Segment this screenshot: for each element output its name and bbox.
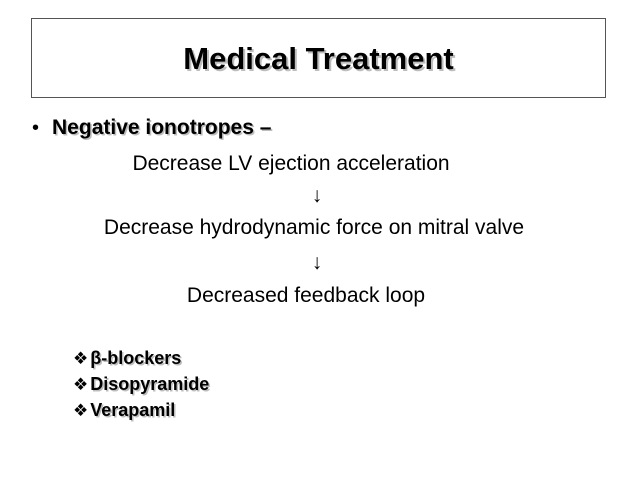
- list-item: [73, 397, 209, 423]
- diamond-bullet-icon: ❖: [73, 348, 89, 368]
- drug-label-beta-blockers: β-blockers: [90, 348, 182, 368]
- title-box: [31, 18, 606, 98]
- flow-step-1: Decrease LV ejection acceleration: [132, 152, 450, 175]
- flow-step-2: Decrease hydrodynamic force on mitral valve: [103, 216, 525, 239]
- bullet-heading: Negative ionotropes –: [52, 116, 272, 139]
- down-arrow-icon: ↓: [311, 251, 323, 274]
- diamond-bullet-icon: ❖: [73, 374, 89, 394]
- list-item: [73, 345, 209, 371]
- list-item: [73, 371, 209, 397]
- bullet-marker: •: [32, 117, 40, 139]
- drug-label-verapamil: Verapamil: [90, 400, 176, 420]
- diamond-bullet-icon: ❖: [73, 400, 89, 420]
- slide-title: Medical Treatment: [183, 40, 454, 76]
- bullet-negative-ionotropes: [32, 117, 271, 138]
- drug-label-disopyramide: Disopyramide: [90, 374, 210, 394]
- flow-step-3: Decreased feedback loop: [186, 284, 426, 307]
- down-arrow-icon: ↓: [311, 184, 323, 207]
- drug-list: [73, 345, 209, 423]
